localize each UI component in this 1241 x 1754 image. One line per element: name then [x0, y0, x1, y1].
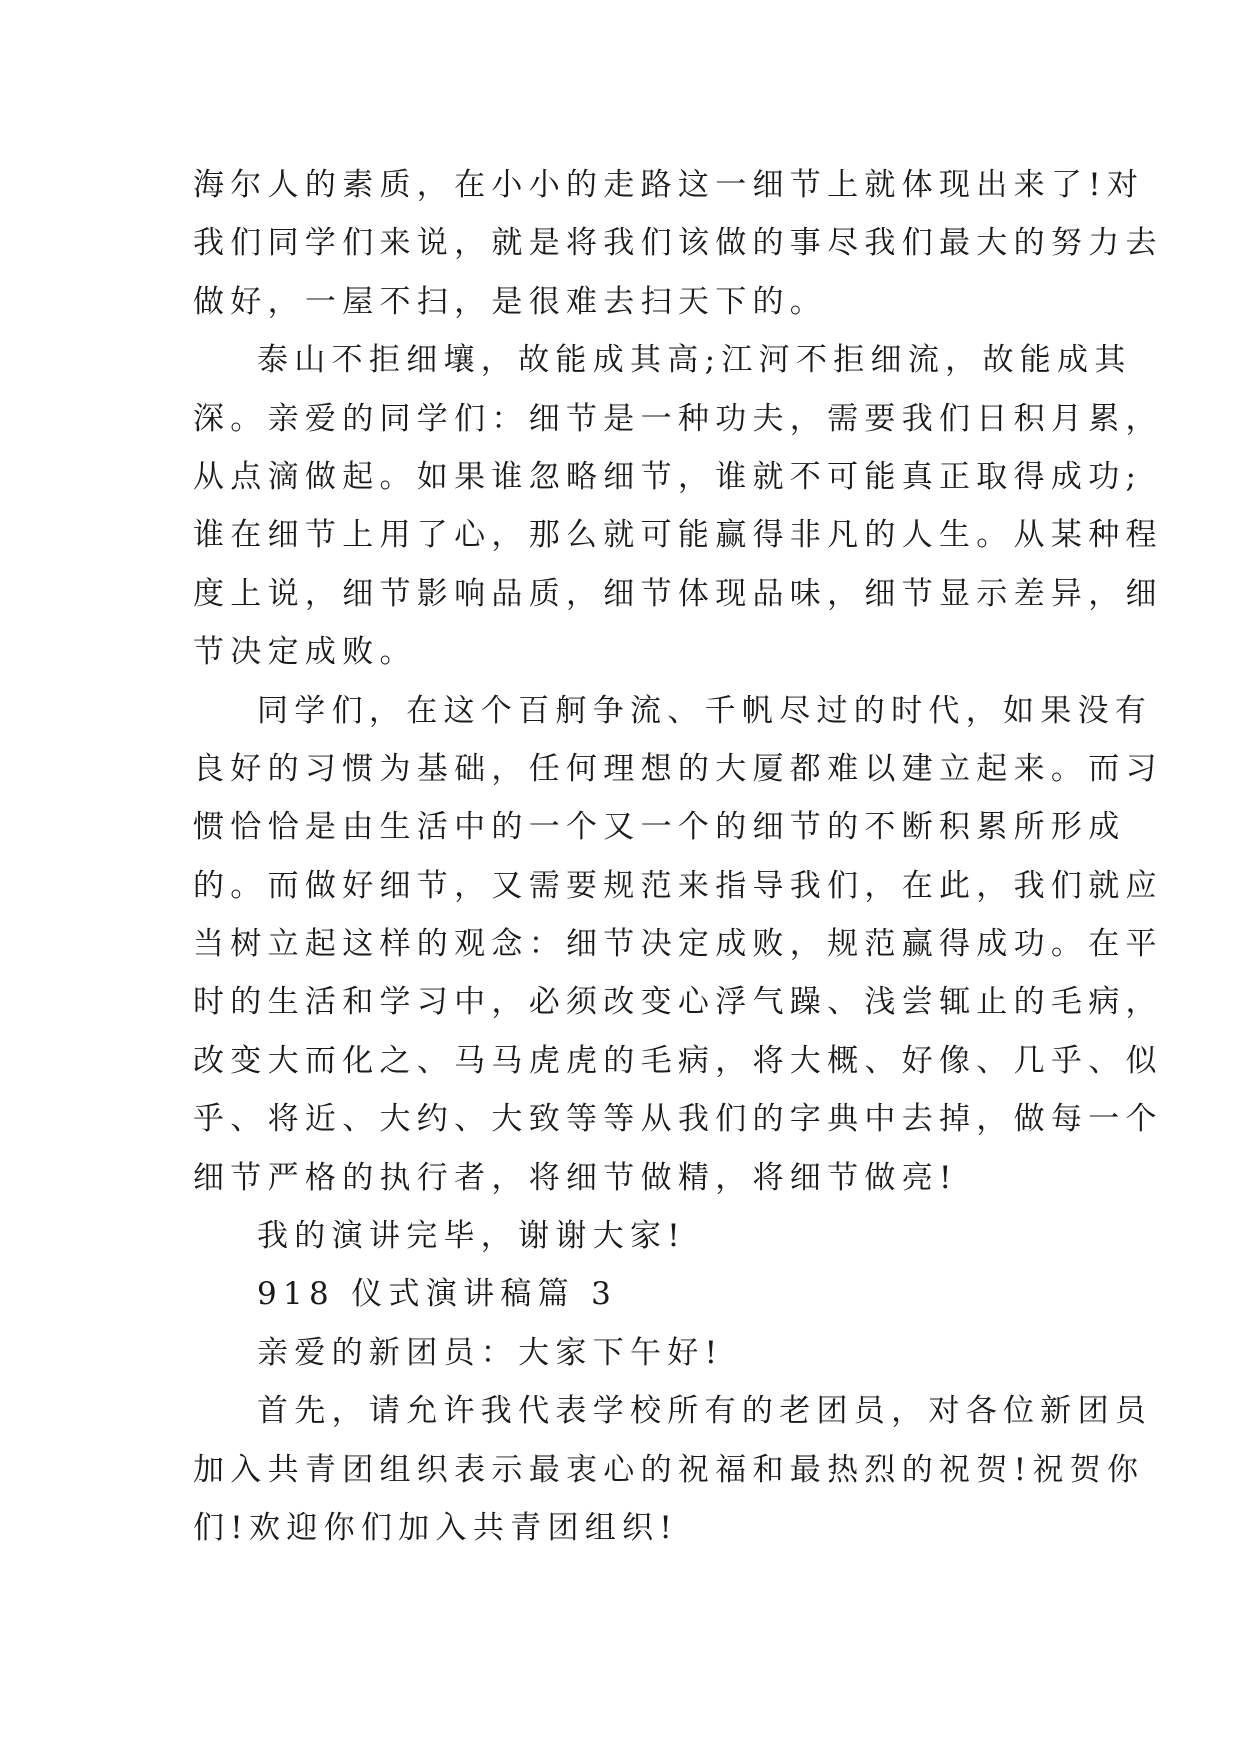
closing-line: 我的演讲完毕，谢谢大家!: [257, 1218, 687, 1255]
text-line: 深。亲爱的同学们：细节是一种功夫，需要我们日积月累，: [193, 400, 1163, 437]
text-line: 谁在细节上用了心，那么就可能赢得非凡的人生。从某种程: [193, 517, 1163, 554]
text-line: 我们同学们来说，就是将我们该做的事尽我们最大的努力去: [193, 225, 1163, 262]
text-line: 当树立起这样的观念：细节决定成败，规范赢得成功。在平: [193, 926, 1163, 963]
text-line: 做好，一屋不扫，是很难去扫天下的。: [193, 283, 828, 320]
text-line: 良好的习惯为基础，任何理想的大厦都难以建立起来。而习: [193, 750, 1163, 787]
section-heading: 918 仪式演讲稿篇 3: [257, 1276, 618, 1313]
text-line: 时的生活和学习中，必须改变心浮气躁、浅尝辄止的毛病，: [193, 984, 1163, 1021]
document-body: [193, 156, 1163, 1557]
paragraph-first-line: 首先，请允许我代表学校所有的老团员，对各位新团员: [257, 1393, 1153, 1430]
paragraph-first-line: 同学们，在这个百舸争流、千帆尽过的时代，如果没有: [257, 692, 1153, 729]
text-line: 海尔人的素质，在小小的走路这一细节上就体现出来了!对: [193, 167, 1145, 203]
text-line: 乎、将近、大约、大致等等从我们的字典中去掉，做每一个: [193, 1101, 1163, 1138]
text-line: 节决定成败。: [193, 634, 417, 671]
text-line: 加入共青团组织表示最衷心的祝福和最热烈的祝贺!祝贺你: [193, 1451, 1145, 1488]
text-line: 细节严格的执行者，将细节做精，将细节做亮!: [193, 1159, 958, 1196]
salutation-line: 亲爱的新团员：大家下午好!: [257, 1334, 724, 1371]
text-line: 从点滴做起。如果谁忽略细节，谁就不可能真正取得成功;: [193, 458, 1143, 495]
text-line: 惯恰恰是由生活中的一个又一个的细节的不断积累所形成: [193, 809, 1126, 846]
text-line: 们!欢迎你们加入共青团组织!: [193, 1509, 679, 1546]
paragraph-first-line: 泰山不拒细壤，故能成其高;江河不拒细流，故能成其: [257, 342, 1132, 379]
text-line: 改变大而化之、马马虎虎的毛病，将大概、好像、几乎、似: [193, 1042, 1163, 1079]
text-line: 的。而做好细节，又需要规范来指导我们，在此，我们就应: [193, 867, 1163, 904]
text-line: 度上说，细节影响品质，细节体现品味，细节显示差异，细: [193, 575, 1163, 612]
